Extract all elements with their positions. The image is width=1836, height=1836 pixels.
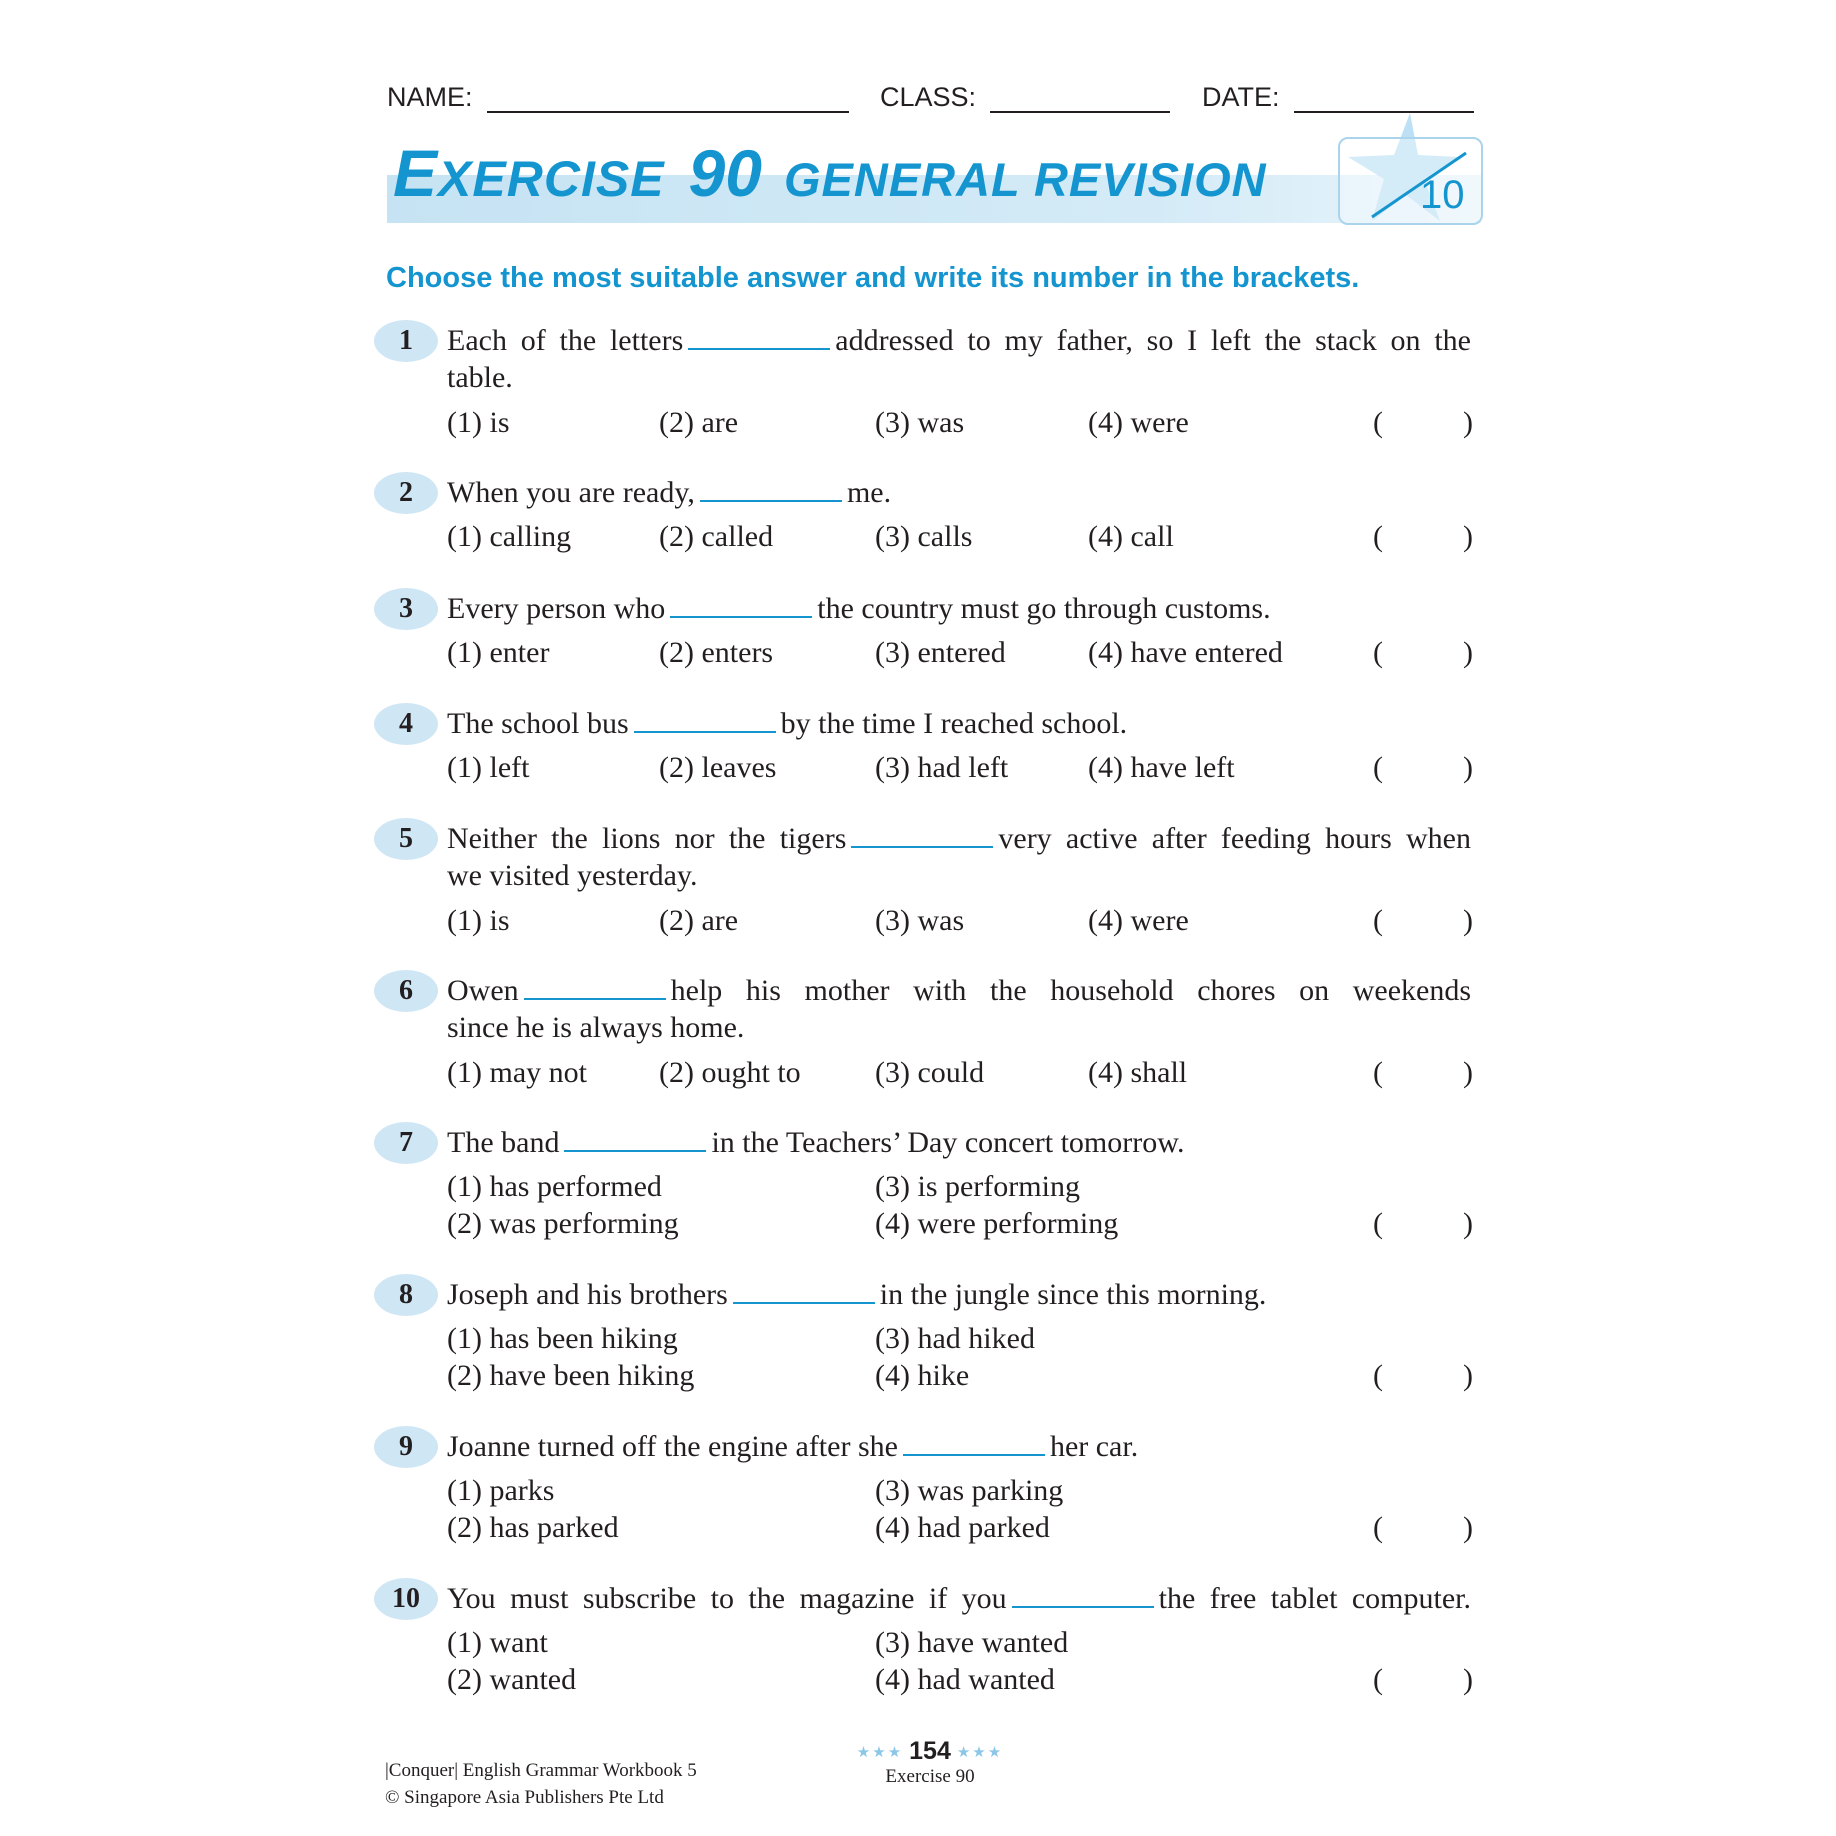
footer-copyright: © Singapore Asia Publishers Pte Ltd [385, 1787, 664, 1808]
stem-line-2: we visited yesterday. [447, 859, 698, 892]
bracket-open: ( [1373, 520, 1383, 553]
date-field [1202, 82, 1474, 113]
answer-bracket[interactable] [1373, 902, 1473, 939]
answer-blank[interactable] [670, 592, 812, 618]
option-4: (4) shall [1088, 1056, 1188, 1089]
stem-after: very active after feeding hours when [998, 822, 1471, 855]
option-4: (4) were performing [875, 1207, 1119, 1240]
option-4: (4) had parked [875, 1511, 1050, 1544]
page-number: 154 [909, 1737, 951, 1765]
bracket-close: ) [1463, 1056, 1473, 1089]
option-1: (1) want [447, 1626, 548, 1659]
option-3: (3) had hiked [875, 1322, 1035, 1355]
title-exercise-number: 90 [688, 136, 762, 210]
question-number: 6 [374, 970, 438, 1012]
answer-bracket[interactable] [1373, 749, 1473, 786]
stars-right-icon: ★★★ [956, 1742, 1004, 1761]
question-stem [447, 820, 1471, 857]
option-3: (3) calls [875, 520, 973, 553]
footer-publisher [385, 1757, 697, 1811]
question-number: 3 [374, 588, 438, 630]
question-number: 8 [374, 1274, 438, 1316]
title-subtitle: GENERAL REVISION [783, 153, 1267, 206]
stem-before: The school bus [447, 707, 629, 740]
option-3: (3) had left [875, 751, 1009, 784]
question-number: 10 [374, 1578, 438, 1620]
bracket-open: ( [1373, 751, 1383, 784]
answer-blank[interactable] [700, 476, 842, 502]
answer-bracket[interactable] [1373, 1661, 1473, 1698]
stem-after: help his mother with the household chores on weekends [670, 974, 1471, 1007]
option-2: (2) has parked [447, 1511, 619, 1544]
name-field [387, 82, 849, 113]
answer-blank[interactable] [903, 1430, 1045, 1456]
answer-bracket[interactable] [1373, 1357, 1473, 1394]
bracket-close: ) [1463, 406, 1473, 439]
stem-line-2: since he is always home. [447, 1011, 745, 1044]
score-total: 10 [1420, 173, 1465, 217]
answer-bracket[interactable] [1373, 1054, 1473, 1091]
page-number-row [840, 1737, 1020, 1766]
footer-book-title: |Conquer| English Grammar Workbook 5 [385, 1760, 697, 1781]
stem-before: Joseph and his brothers [447, 1278, 728, 1311]
question-number: 4 [374, 703, 438, 745]
answer-bracket[interactable] [1373, 1509, 1473, 1546]
question-number: 7 [374, 1122, 438, 1164]
question-stem [447, 972, 1471, 1009]
stem-after: in the jungle since this morning. [879, 1278, 1267, 1311]
bracket-open: ( [1373, 1056, 1383, 1089]
answer-bracket[interactable] [1373, 518, 1473, 555]
stem-line-2: table. [447, 361, 513, 394]
stem-after: the country must go through customs. [817, 592, 1271, 625]
name-line[interactable] [487, 85, 849, 113]
question-stem [447, 474, 891, 511]
stem-before: Each of the letters [447, 324, 684, 357]
option-3: (3) have wanted [875, 1626, 1069, 1659]
option-3: (3) entered [875, 636, 1006, 669]
class-label: CLASS: [880, 82, 977, 112]
option-2: (2) enters [659, 636, 774, 669]
question-stem [447, 1428, 1138, 1465]
footer-exercise: Exercise 90 [885, 1766, 975, 1787]
option-1: (1) enter [447, 636, 550, 669]
answer-bracket[interactable] [1373, 404, 1473, 441]
stem-after: me. [846, 476, 892, 509]
option-4: (4) were [1088, 406, 1189, 439]
stem-after: in the Teachers’ Day concert tomorrow. [711, 1126, 1185, 1159]
bracket-open: ( [1373, 1207, 1383, 1240]
bracket-close: ) [1463, 1663, 1473, 1696]
answer-blank[interactable] [688, 324, 830, 350]
option-2: (2) are [659, 406, 739, 439]
bracket-close: ) [1463, 1207, 1473, 1240]
option-1: (1) is [447, 904, 510, 937]
option-4: (4) have entered [1088, 636, 1283, 669]
bracket-close: ) [1463, 636, 1473, 669]
stem-after: by the time I reached school. [780, 707, 1128, 740]
bracket-open: ( [1373, 1511, 1383, 1544]
answer-bracket[interactable] [1373, 634, 1473, 671]
option-3: (3) was [875, 406, 965, 439]
date-line[interactable] [1294, 85, 1474, 113]
option-2: (2) called [659, 520, 774, 553]
option-4: (4) have left [1088, 751, 1235, 784]
answer-bracket[interactable] [1373, 1205, 1473, 1242]
date-label: DATE: [1202, 82, 1280, 112]
stars-left-icon: ★★★ [856, 1742, 904, 1761]
answer-blank[interactable] [851, 822, 993, 848]
stem-before: Neither the lions nor the tigers [447, 822, 847, 855]
bracket-open: ( [1373, 406, 1383, 439]
stem-after: her car. [1049, 1430, 1139, 1463]
option-3: (3) was parking [875, 1474, 1064, 1507]
option-4: (4) had wanted [875, 1663, 1055, 1696]
class-field [880, 82, 1170, 113]
bracket-open: ( [1373, 1359, 1383, 1392]
stem-before: You must subscribe to the magazine if you [447, 1582, 1007, 1615]
question-stem [447, 590, 1271, 627]
option-1: (1) may not [447, 1056, 587, 1089]
answer-blank[interactable] [1012, 1582, 1154, 1608]
question-number: 9 [374, 1426, 438, 1468]
answer-blank[interactable] [733, 1278, 875, 1304]
option-1: (1) parks [447, 1474, 555, 1507]
question-stem [447, 322, 1471, 359]
answer-blank[interactable] [524, 974, 666, 1000]
class-line[interactable] [990, 85, 1170, 113]
option-3: (3) is performing [875, 1170, 1080, 1203]
option-1: (1) left [447, 751, 530, 784]
title-banner [387, 135, 1481, 223]
student-info-row [387, 82, 1481, 122]
bracket-close: ) [1463, 1359, 1473, 1392]
bracket-close: ) [1463, 751, 1473, 784]
option-4: (4) were [1088, 904, 1189, 937]
bracket-open: ( [1373, 636, 1383, 669]
stem-before: Joanne turned off the engine after she [447, 1430, 898, 1463]
option-2: (2) leaves [659, 751, 777, 784]
option-1: (1) has performed [447, 1170, 662, 1203]
question-number: 1 [374, 320, 438, 362]
answer-blank[interactable] [564, 1126, 706, 1152]
question-stem [447, 1124, 1184, 1161]
answer-blank[interactable] [634, 707, 776, 733]
instruction: Choose the most suitable answer and write its number in the brackets. [386, 262, 1360, 294]
stem-before: Every person who [447, 592, 666, 625]
stem-after: the free tablet computer. [1158, 1582, 1471, 1615]
stem-before: When you are ready, [447, 476, 695, 509]
page-title [393, 135, 1267, 210]
question-stem [447, 705, 1127, 742]
stem-after: addressed to my father, so I left the stack on the [835, 324, 1471, 357]
name-label: NAME: [387, 82, 473, 112]
option-1: (1) calling [447, 520, 572, 553]
bracket-close: ) [1463, 904, 1473, 937]
bracket-open: ( [1373, 904, 1383, 937]
option-2: (2) wanted [447, 1663, 577, 1696]
option-2: (2) have been hiking [447, 1359, 695, 1392]
option-2: (2) ought to [659, 1056, 801, 1089]
bracket-close: ) [1463, 1511, 1473, 1544]
question-stem [447, 1580, 1471, 1617]
question-number: 5 [374, 818, 438, 860]
title-exercise-word: EXERCISE [393, 136, 665, 210]
bracket-close: ) [1463, 520, 1473, 553]
option-4: (4) hike [875, 1359, 970, 1392]
option-2: (2) was performing [447, 1207, 679, 1240]
footer-page-info [840, 1737, 1020, 1788]
option-3: (3) was [875, 904, 965, 937]
stem-before: The band [447, 1126, 560, 1159]
option-2: (2) are [659, 904, 739, 937]
question-stem [447, 1276, 1266, 1313]
option-3: (3) could [875, 1056, 985, 1089]
stem-before: Owen [447, 974, 519, 1007]
question-number: 2 [374, 472, 438, 514]
option-4: (4) call [1088, 520, 1174, 553]
option-1: (1) is [447, 406, 510, 439]
bracket-open: ( [1373, 1663, 1383, 1696]
option-1: (1) has been hiking [447, 1322, 678, 1355]
